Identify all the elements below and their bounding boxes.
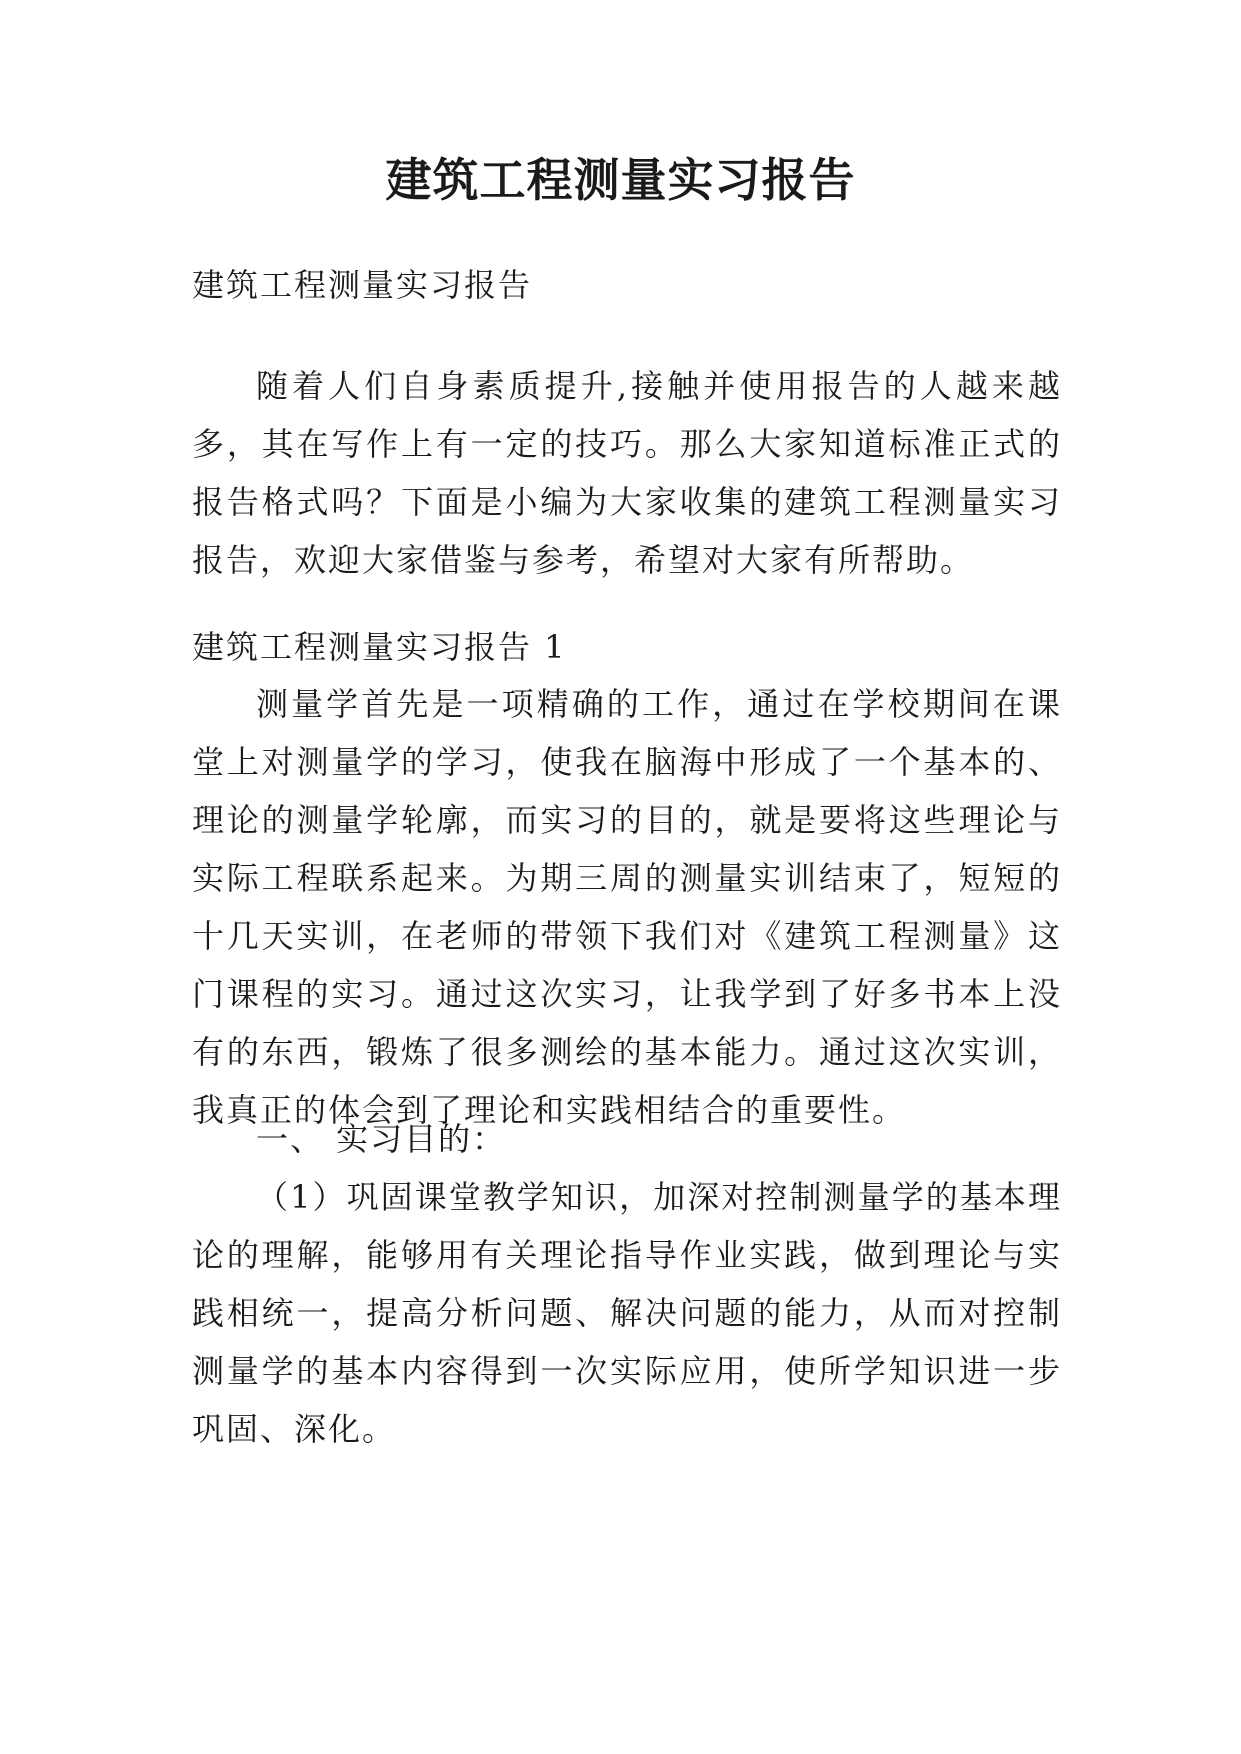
purpose-item-1: （1）巩固课堂教学知识，加深对控制测量学的基本理论的理解，能够用有关理论指导作业实践，做到理论与实践相统一，提高分析问题、解决问题的能力，从而对控制测量学的基本内容得到一次实际应用，使所学知识进一步巩固、深化。 [192, 1178, 1062, 1448]
document-title: 建筑工程测量实习报告 [385, 153, 856, 207]
section-heading: 建筑工程测量实习报告 1 [192, 628, 567, 666]
document-subtitle: 建筑工程测量实习报告 [192, 266, 533, 304]
intro-paragraph: 随着人们自身素质提升,接触并使用报告的人越来越多，其在写作上有一定的技巧。那么大家知道标准正式的报告格式吗？下面是小编为大家收集的建筑工程测量实习报告，欢迎大家借鉴与参考，希望对大家有所帮助。 [192, 367, 1062, 579]
purpose-heading: 一、 实习目的： [256, 1120, 507, 1158]
section-body-paragraph: 测量学首先是一项精确的工作，通过在学校期间在课堂上对测量学的学习，使我在脑海中形成了一个基本的、理论的测量学轮廓，而实习的目的，就是要将这些理论与实际工程联系起来。为期三周的测量实训结束了，短短的十几天实训，在老师的带领下我们对《建筑工程测量》这门课程的实习。通过这次实习，让我学到了好多书本上没有的东西，锻炼了很多测绘的基本能力。通过这次实训，我真正的体会到了理论和实践相结合的重要性。 [192, 685, 1062, 1129]
